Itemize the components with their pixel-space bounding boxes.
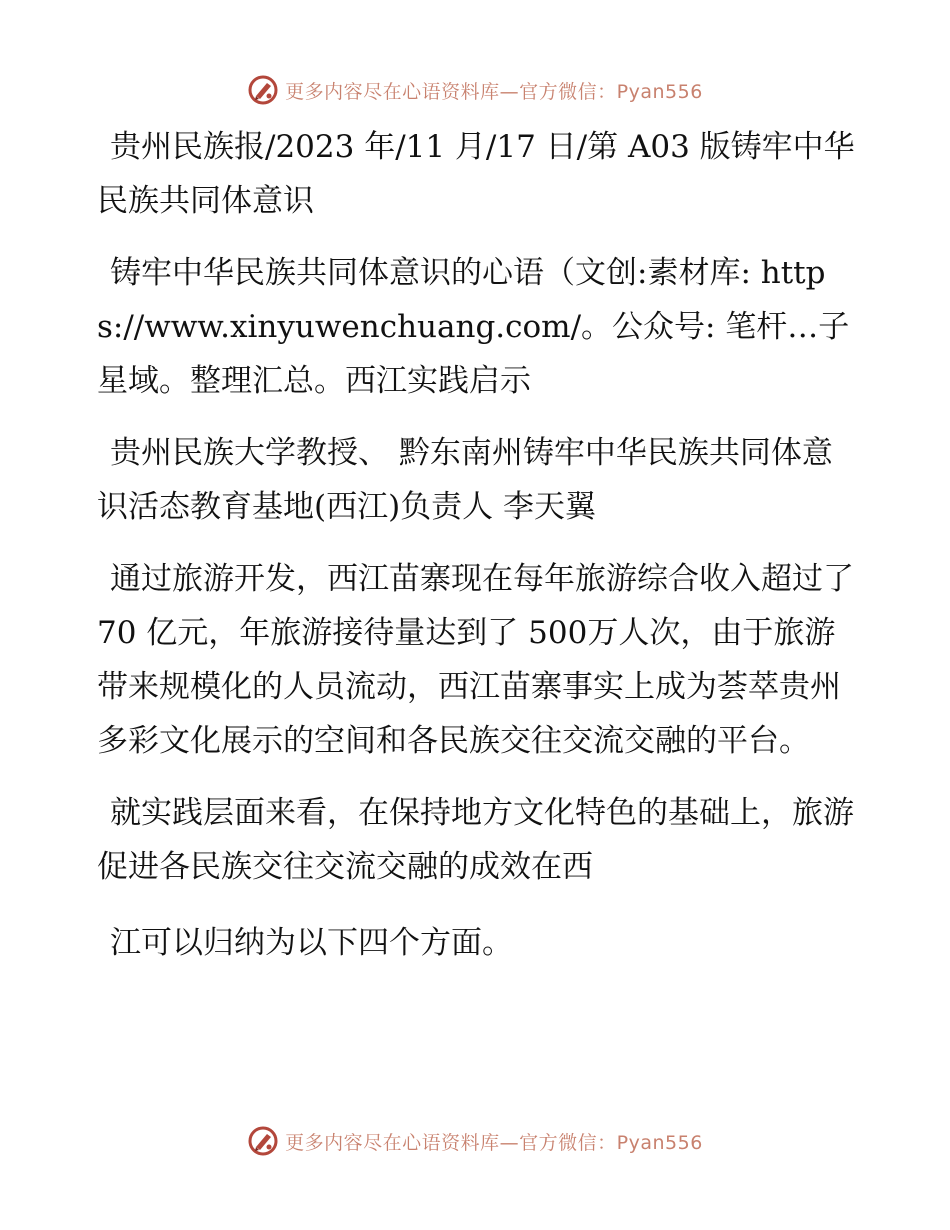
header-banner-label: 更多内容尽在心语资料库—官方微信：: [285, 80, 617, 103]
writing-hand-logo-icon: [247, 74, 279, 106]
header-banner-text: [285, 77, 703, 104]
writing-hand-logo-icon: [247, 1125, 279, 1157]
body-paragraph-3: 江可以归纳为以下四个方面。: [110, 925, 513, 961]
header-banner-contact: Pyan556: [616, 80, 703, 103]
body-paragraph-1: 通过旅游开发，西江苗寨现在每年旅游综合收入超过了 70 亿元，年旅游接待量达到了 500万人次，由于旅游带来规模化的人员流动，西江苗寨事实上成为荟萃贵州多彩文化展示的空间和各民族交往交流交融的平台。: [97, 561, 854, 759]
header-banner: [0, 70, 950, 110]
footer-banner-contact: Pyan556: [616, 1131, 703, 1154]
footer-banner: [0, 1121, 950, 1161]
footer-banner-label: 更多内容尽在心语资料库—官方微信：: [285, 1131, 617, 1154]
footer-banner-text: [285, 1128, 703, 1155]
document-body: [97, 120, 857, 970]
document-title-line: 贵州民族报/2023 年/11 月/17 日/第 A03 版铸牢中华民族共同体意识: [97, 129, 855, 219]
footer-banner-inner: [247, 1125, 703, 1157]
body-paragraph-2: 就实践层面来看，在保持地方文化特色的基础上，旅游促进各民族交往交流交融的成效在西: [97, 795, 854, 885]
header-banner-inner: [247, 74, 703, 106]
document-intro: 铸牢中华民族共同体意识的心语（文创:素材库: https://www.xinyuwenchuang.com/。公众号: 笔杆…子星域。整理汇总。西江实践启示: [97, 255, 850, 399]
document-author: 贵州民族大学教授、 黔东南州铸牢中华民族共同体意识活态教育基地(西江)负责人 李天翼: [97, 435, 833, 525]
